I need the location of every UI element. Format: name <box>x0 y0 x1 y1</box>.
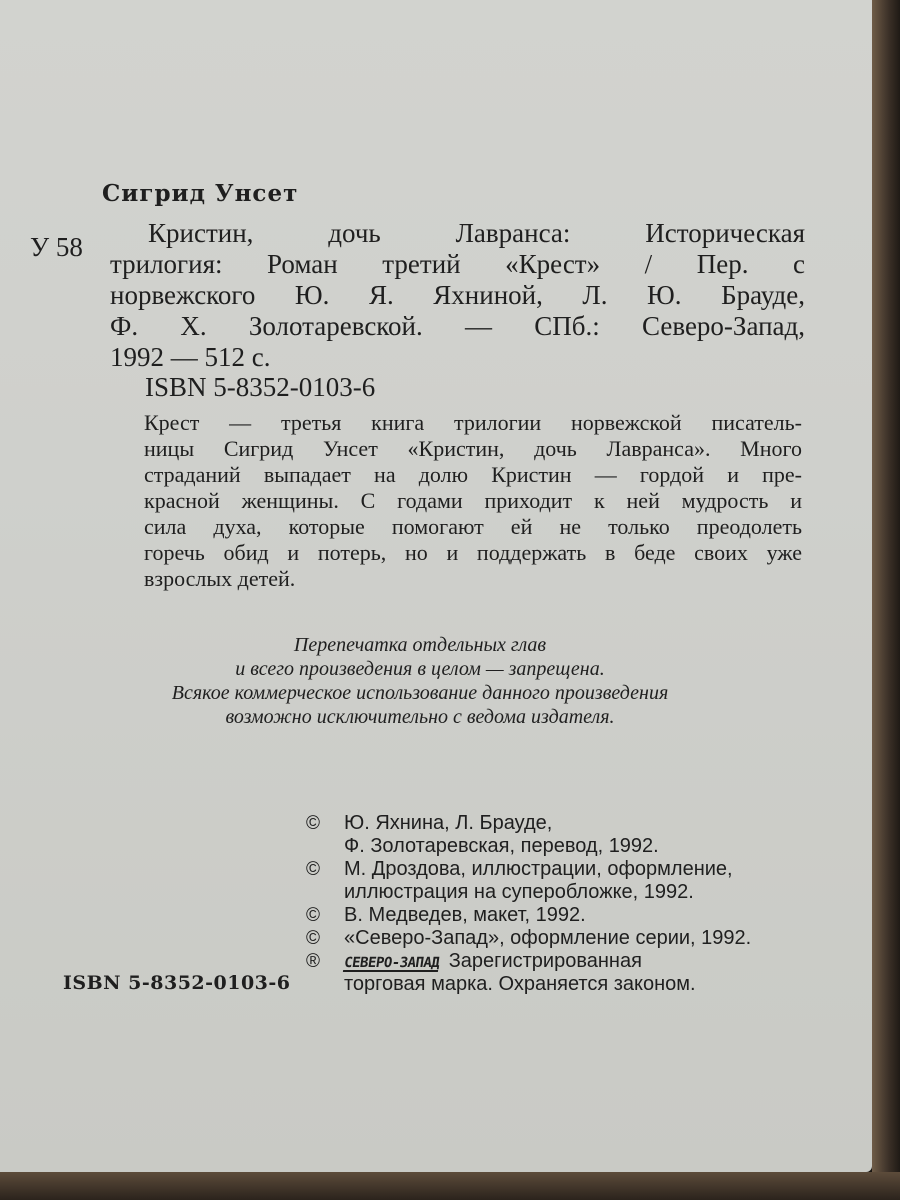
copyright-row <box>300 858 820 881</box>
notice-line: возможно исключительно с ведома издателя. <box>225 706 615 728</box>
biblio-line: трилогия: Роман третий «Крест» / Пер. с <box>110 249 805 279</box>
biblio-line: Кристин, дочь Лавранса: Историческая <box>148 218 805 248</box>
biblio-line: норвежского Ю. Я. Яхниной, Л. Ю. Брауде, <box>110 280 805 310</box>
reprint-notice <box>100 633 740 729</box>
notice-line: Всякое коммерческое использование данного произведения <box>171 682 669 704</box>
copyright-text: иллюстрация на суперобложке, 1992. <box>344 881 694 903</box>
abstract <box>144 410 802 592</box>
abstract-line: красной женщины. С годами приходит к ней мудрость и <box>144 488 802 513</box>
book-edge-right <box>872 0 900 1200</box>
abstract-line: взрослых детей. <box>144 566 296 591</box>
copyright-row <box>300 927 820 950</box>
abstract-line: сила духа, которые помогают ей не только преодолеть <box>144 514 802 539</box>
copyright-text: Ф. Золотаревская, перевод, 1992. <box>344 835 659 857</box>
book-edge-bottom <box>0 1172 900 1200</box>
copyright-symbol: © <box>306 813 320 834</box>
copyright-text: торговая марка. Охраняется законом. <box>344 973 696 995</box>
copyright-symbol: © <box>306 859 320 880</box>
copyright-row <box>300 973 820 996</box>
copyright-row <box>300 950 820 973</box>
author-name: Сигрид Унсет <box>102 180 299 207</box>
registered-symbol: ® <box>306 951 320 972</box>
copyright-text: Ю. Яхнина, Л. Брауде, <box>344 812 553 834</box>
copyright-symbol: © <box>306 928 320 949</box>
publisher-logo: СЕВЕРО-ЗАПАД <box>343 955 441 971</box>
copyright-symbol: © <box>306 905 320 926</box>
copyright-row <box>300 812 820 835</box>
isbn-main: ISBN 5-8352-0103-6 <box>145 372 376 402</box>
abstract-line: Крест — третья книга трилогии норвежской писатель- <box>144 410 802 435</box>
biblio-line: Ф. Х. Золотаревской. — СПб.: Северо-Запад, <box>110 311 805 341</box>
copyright-row <box>300 881 820 904</box>
abstract-line: ницы Сигрид Унсет «Кристин, дочь Лавранса». Много <box>144 436 802 461</box>
copyright-block <box>300 812 820 996</box>
isbn-bottom: ISBN 5-8352-0103-6 <box>63 972 291 994</box>
biblio-line: 1992 — 512 с. <box>110 342 271 372</box>
copyright-text: В. Медведев, макет, 1992. <box>344 904 586 926</box>
catalog-code: У 58 <box>30 232 83 262</box>
copyright-row <box>300 835 820 858</box>
copyright-row <box>300 904 820 927</box>
abstract-line: страданий выпадает на долю Кристин — гордой и пре- <box>144 462 802 487</box>
copyright-text: Зарегистрированная <box>448 950 642 972</box>
notice-line: Перепечатка отдельных глав <box>293 634 547 656</box>
copyright-text: М. Дроздова, иллюстрации, оформление, <box>344 858 733 880</box>
abstract-line: горечь обид и потерь, но и поддержать в беде своих уже <box>144 540 802 565</box>
copyright-text: «Северо-Запад», оформление серии, 1992. <box>344 927 752 949</box>
bibliographic-record <box>110 218 805 373</box>
notice-line: и всего произведения в целом — запрещена. <box>235 658 605 680</box>
